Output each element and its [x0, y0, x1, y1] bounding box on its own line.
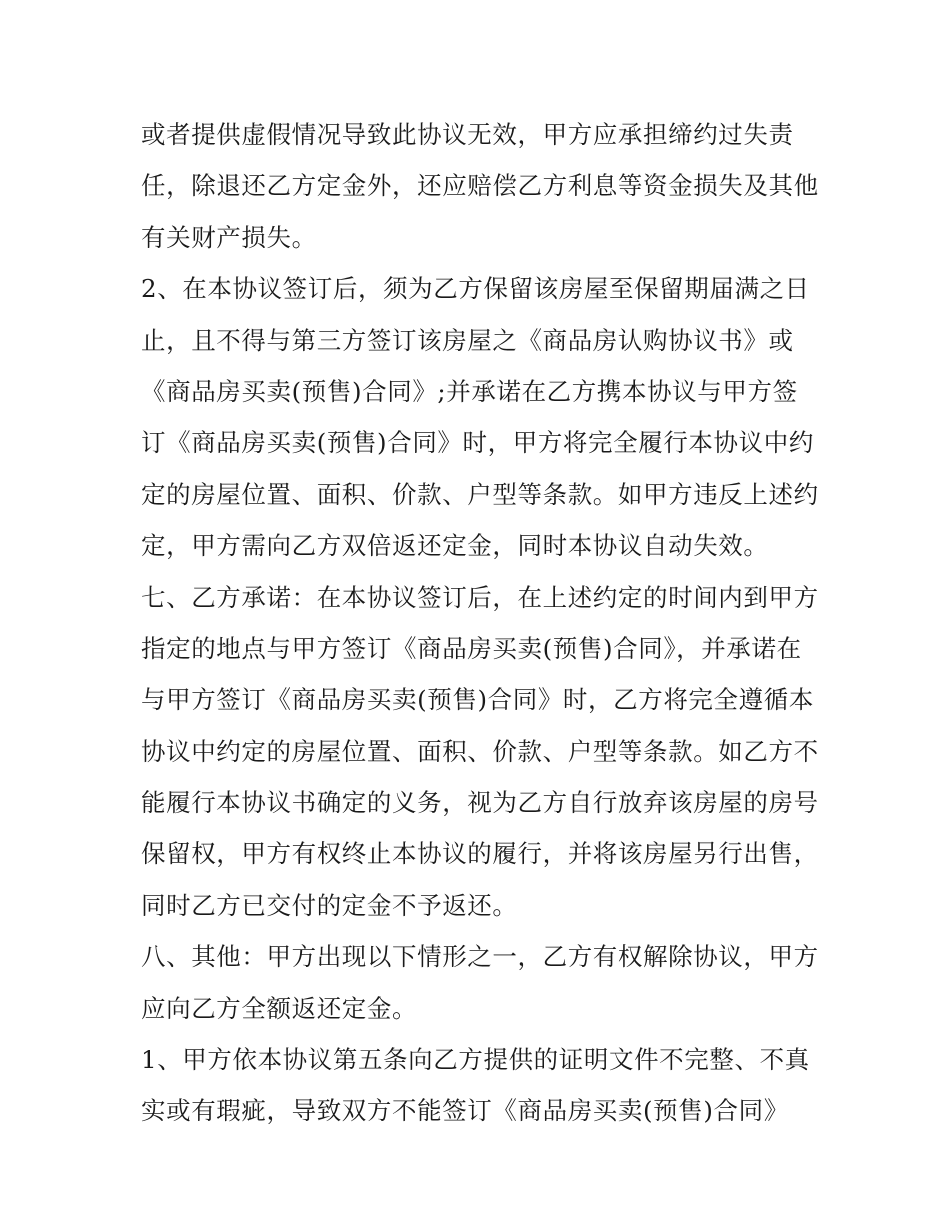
text-line: 定，甲方需向乙方双倍返还定金，同时本协议自动失效。	[141, 531, 769, 561]
text-line: 任，除退还乙方定金外，还应赔偿乙方利息等资金损失及其他	[141, 171, 819, 201]
text-line: 订《商品房买卖(预售)合同》时，甲方将完全履行本协议中约	[141, 428, 814, 458]
text-line: 指定的地点与甲方签订《商品房买卖(预售)合同》，并承诺在	[141, 633, 802, 663]
text-line: 2、在本协议签订后，须为乙方保留该房屋至保留期届满之日	[141, 274, 810, 304]
text-line: 与甲方签订《商品房买卖(预售)合同》时，乙方将完全遵循本	[141, 685, 814, 715]
text-line: 实或有瑕疵，导致双方不能签订《商品房买卖(预售)合同》	[141, 1096, 789, 1126]
text-line: 有关财产损失。	[141, 222, 317, 252]
text-line: 应向乙方全额返还定金。	[141, 993, 418, 1023]
text-line: 定的房屋位置、面积、价款、户型等条款。如甲方违反上述约	[141, 479, 819, 509]
text-line: 1、甲方依本协议第五条向乙方提供的证明文件不完整、不真	[141, 1045, 810, 1075]
text-line: 《商品房买卖(预售)合同》;并承诺在乙方携本协议与甲方签	[141, 376, 798, 406]
document-body	[141, 109, 821, 1137]
text-line: 保留权，甲方有权终止本协议的履行，并将该房屋另行出售，	[141, 839, 819, 869]
text-line: 止，且不得与第三方签订该房屋之《商品房认购协议书》或	[141, 325, 794, 355]
text-line: 或者提供虚假情况导致此协议无效，甲方应承担缔约过失责	[141, 120, 794, 149]
text-line: 协议中约定的房屋位置、面积、价款、户型等条款。如乙方不	[141, 736, 819, 766]
text-line: 同时乙方已交付的定金不予返还。	[141, 890, 518, 920]
text-line: 八、其他：甲方出现以下情形之一，乙方有权解除协议，甲方	[141, 942, 819, 972]
text-line: 能履行本协议书确定的义务，视为乙方自行放弃该房屋的房号	[141, 788, 819, 818]
text-line: 七、乙方承诺：在本协议签订后，在上述约定的时间内到甲方	[141, 582, 819, 612]
